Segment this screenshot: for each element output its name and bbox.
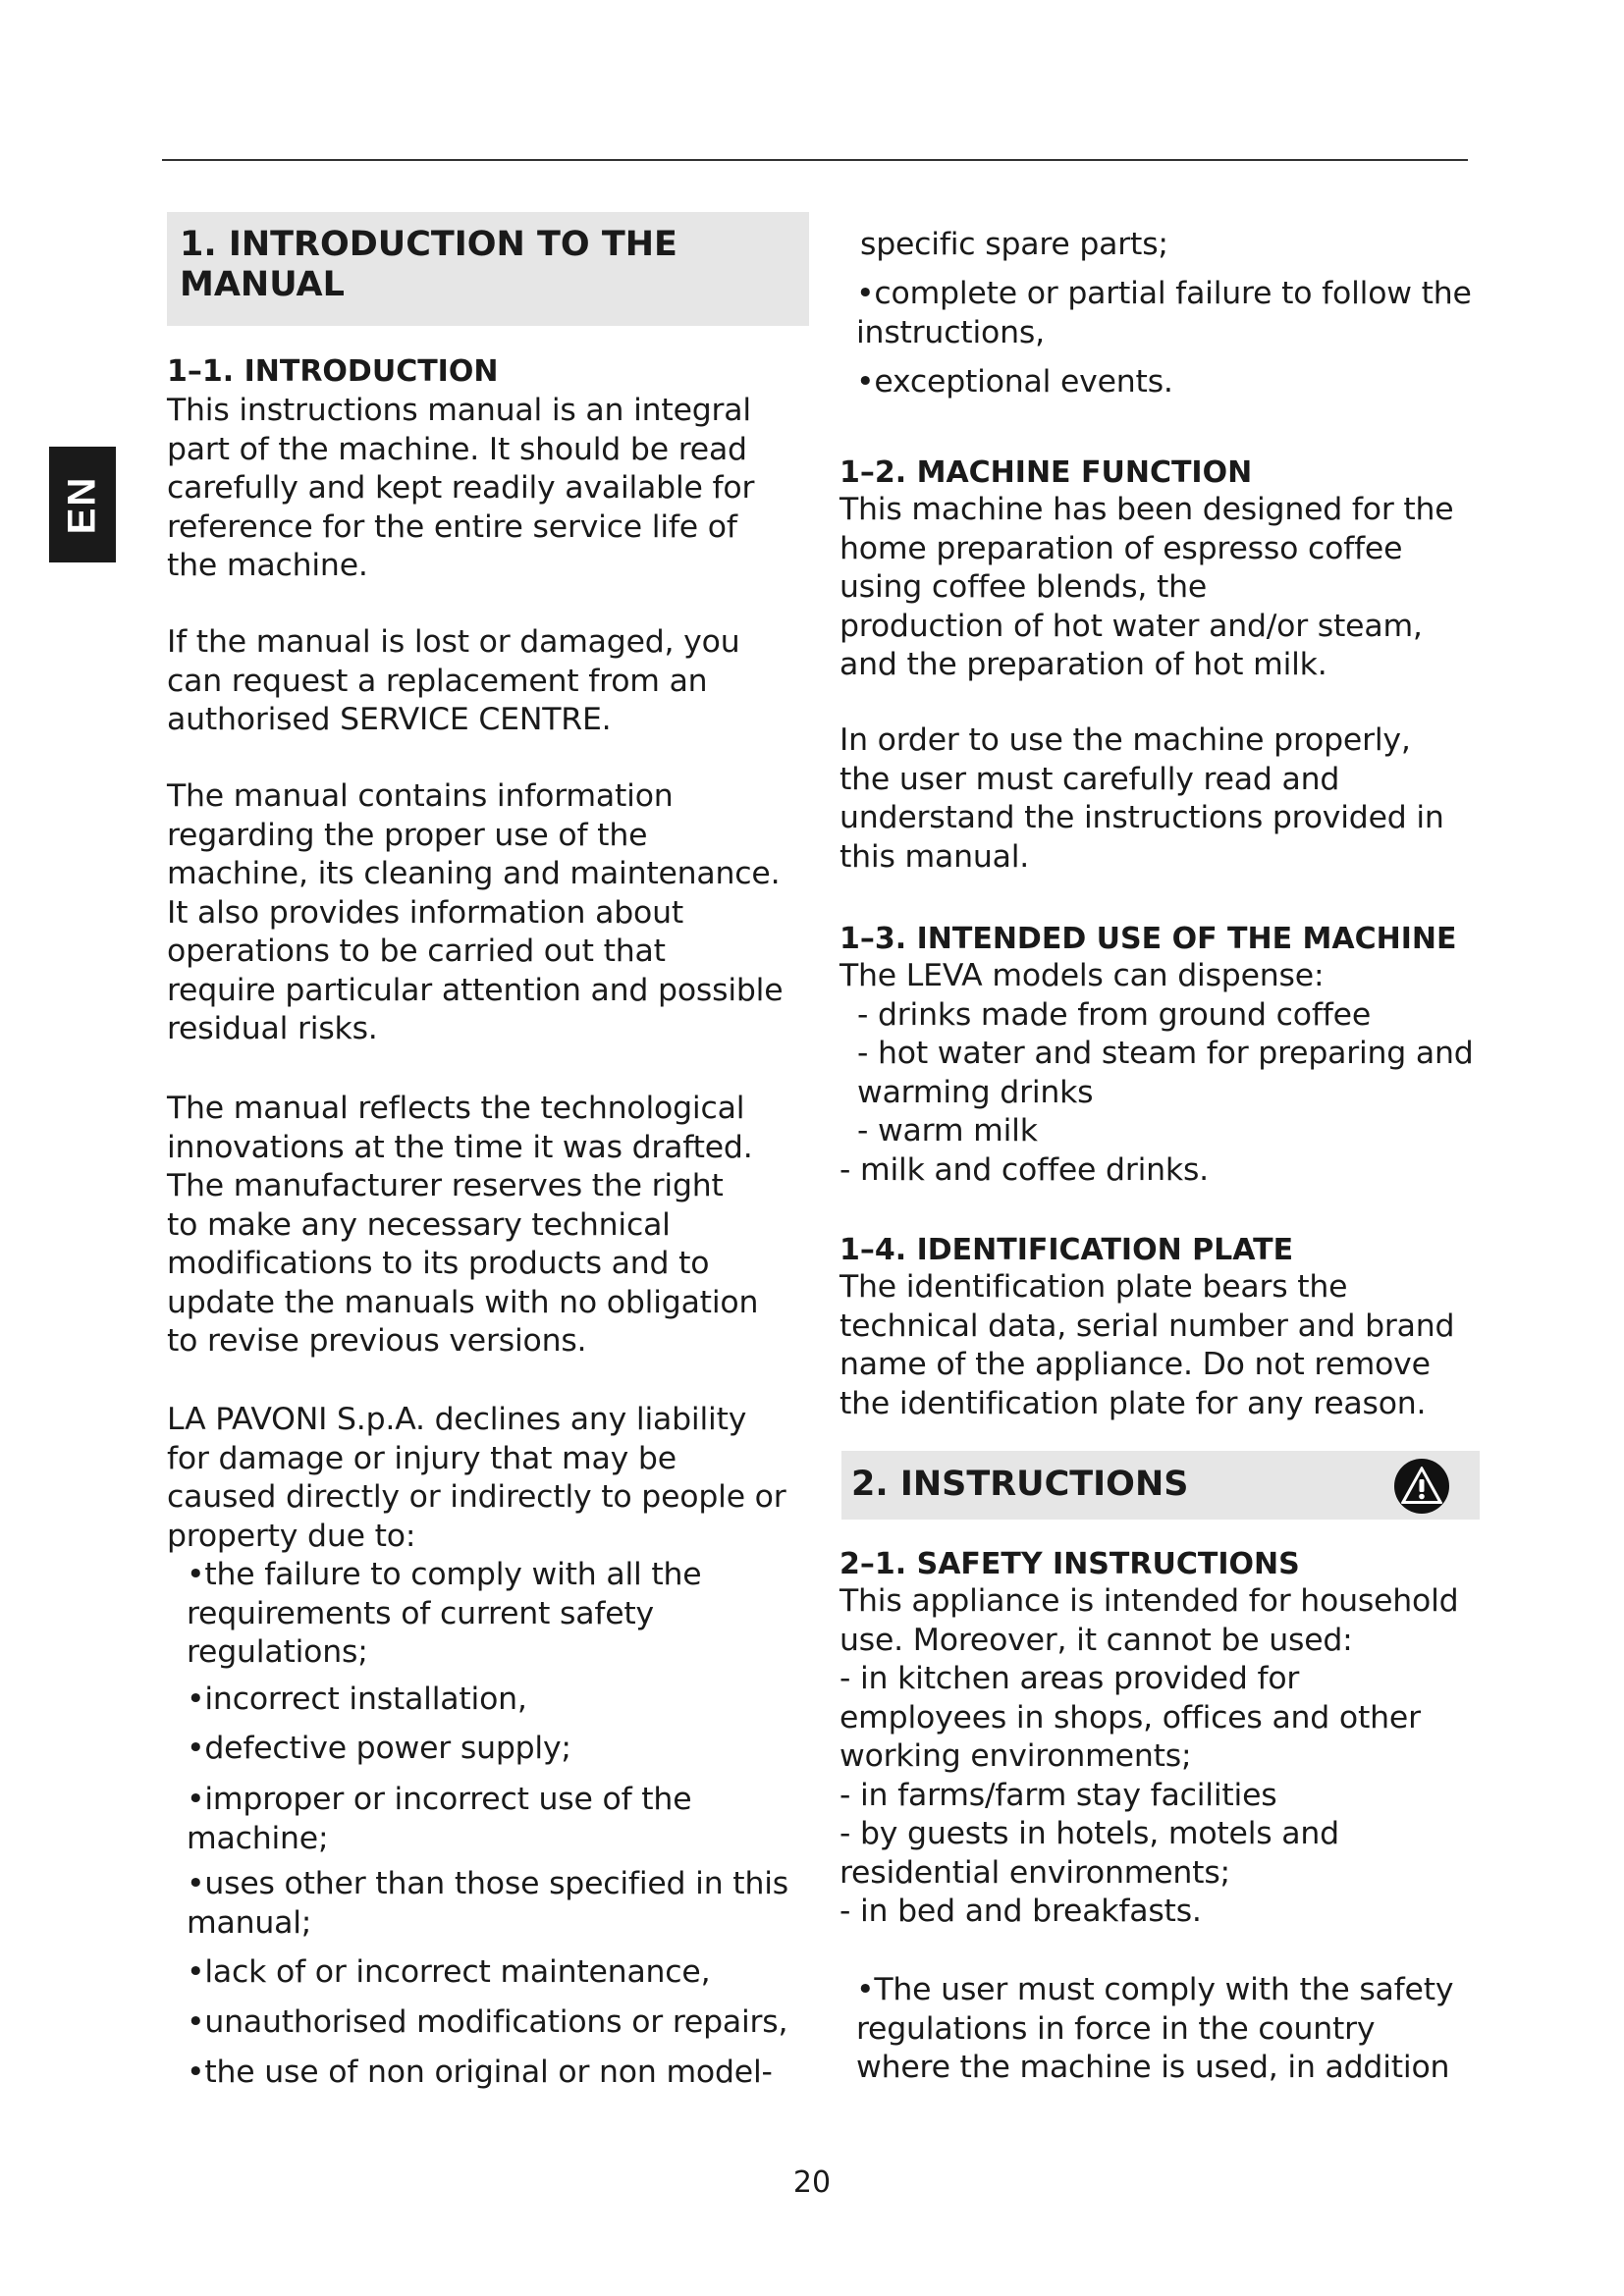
liability-bullet: •the use of non original or non model-: [187, 2055, 773, 2090]
section2-title-band: [841, 1451, 1480, 1520]
liability-bullet-continued: •exceptional events.: [856, 364, 1173, 400]
s1-1-heading: 1–1. INTRODUCTION: [167, 354, 499, 389]
s1-2-paragraph-2: In order to use the machine properly, the user must carefully read and understand the instructions provided in this manual.: [839, 722, 1444, 875]
warning-icon: [1391, 1458, 1452, 1515]
liability-bullet: •lack of or incorrect maintenance,: [187, 1954, 711, 1990]
liability-bullet: •incorrect installation,: [187, 1682, 527, 1717]
liability-bullet-continued: specific spare parts;: [860, 227, 1168, 262]
section1-title: 1. INTRODUCTION TO THE MANUAL: [180, 225, 677, 304]
s1-1-paragraph-1: This instructions manual is an integral part of the machine. It should be read carefully and kept readily available for reference for the entire service life of the machine.: [167, 393, 755, 583]
s1-1-paragraph-3: The manual contains information regarding the proper use of the machine, its cleaning and maintenance. It also provides information about operations to be carried out that require particular attention and possible residual risks.: [167, 778, 784, 1046]
s1-1-paragraph-4: The manual reflects the technological innovations at the time it was drafted. The manufacturer reserves the right to make any necessary technical modifications to its products and to update the manuals with no obligation to revise previous versions.: [167, 1091, 759, 1359]
liability-bullet-continued: •complete or partial failure to follow the instructions,: [856, 276, 1472, 350]
language-tab: [49, 447, 116, 562]
section2-title: 2. INSTRUCTIONS: [851, 1465, 1189, 1504]
safety-bullet: •The user must comply with the safety regulations in force in the country where the machine is used, in addition: [856, 1972, 1454, 2085]
section1-title-band: [167, 212, 809, 326]
liability-bullet: •defective power supply;: [187, 1731, 571, 1766]
liability-bullet: •unauthorised modifications or repairs,: [187, 2004, 788, 2040]
liability-bullet: •improper or incorrect use of the machine;: [187, 1782, 692, 1856]
top-rule: [162, 159, 1468, 161]
s1-4-paragraph-1: The identification plate bears the technical data, serial number and brand name of the appliance. Do not remove the identification plate for any reason.: [839, 1269, 1455, 1421]
language-tab-label: EN: [60, 475, 104, 534]
s1-1-paragraph-2: If the manual is lost or damaged, you can request a replacement from an authorised SERVICE CENTRE.: [167, 624, 740, 737]
liability-bullet: •the failure to comply with all the requirements of current safety regulations;: [187, 1557, 702, 1670]
s1-3-paragraph-1: The LEVA models can dispense:: [839, 958, 1325, 993]
s1-1-paragraph-5: LA PAVONI S.p.A. declines any liability for damage or injury that may be caused directly or indirectly to people or property due to:: [167, 1402, 786, 1554]
s1-4-heading: 1–4. IDENTIFICATION PLATE: [839, 1233, 1294, 1267]
intended-use-last: - milk and coffee drinks.: [839, 1152, 1209, 1188]
s2-1-heading: 2–1. SAFETY INSTRUCTIONS: [839, 1547, 1300, 1581]
s1-2-paragraph-1: This machine has been designed for the home preparation of espresso coffee using coffee blends, the production of hot water and/or steam, and the preparation of hot milk.: [839, 492, 1454, 682]
intended-use-item: - warm milk: [857, 1113, 1038, 1148]
intended-use-item: - drinks made from ground coffee: [857, 997, 1371, 1033]
s1-2-heading: 1–2. MACHINE FUNCTION: [839, 455, 1253, 490]
intended-use-item: - hot water and steam for preparing and warming drinks: [857, 1036, 1474, 1110]
s1-3-heading: 1–3. INTENDED USE OF THE MACHINE: [839, 922, 1457, 956]
s2-1-paragraph-1: This appliance is intended for household use. Moreover, it cannot be used: - in kitchen areas provided for employees in shops, offices and other working environments; - in farms/farm stay facilities - by guests in hotels, motels and residential environments; - in bed and breakfasts.: [839, 1583, 1459, 1929]
liability-bullet: •uses other than those specified in this manual;: [187, 1866, 788, 1941]
page-number: 20: [792, 2165, 832, 2200]
